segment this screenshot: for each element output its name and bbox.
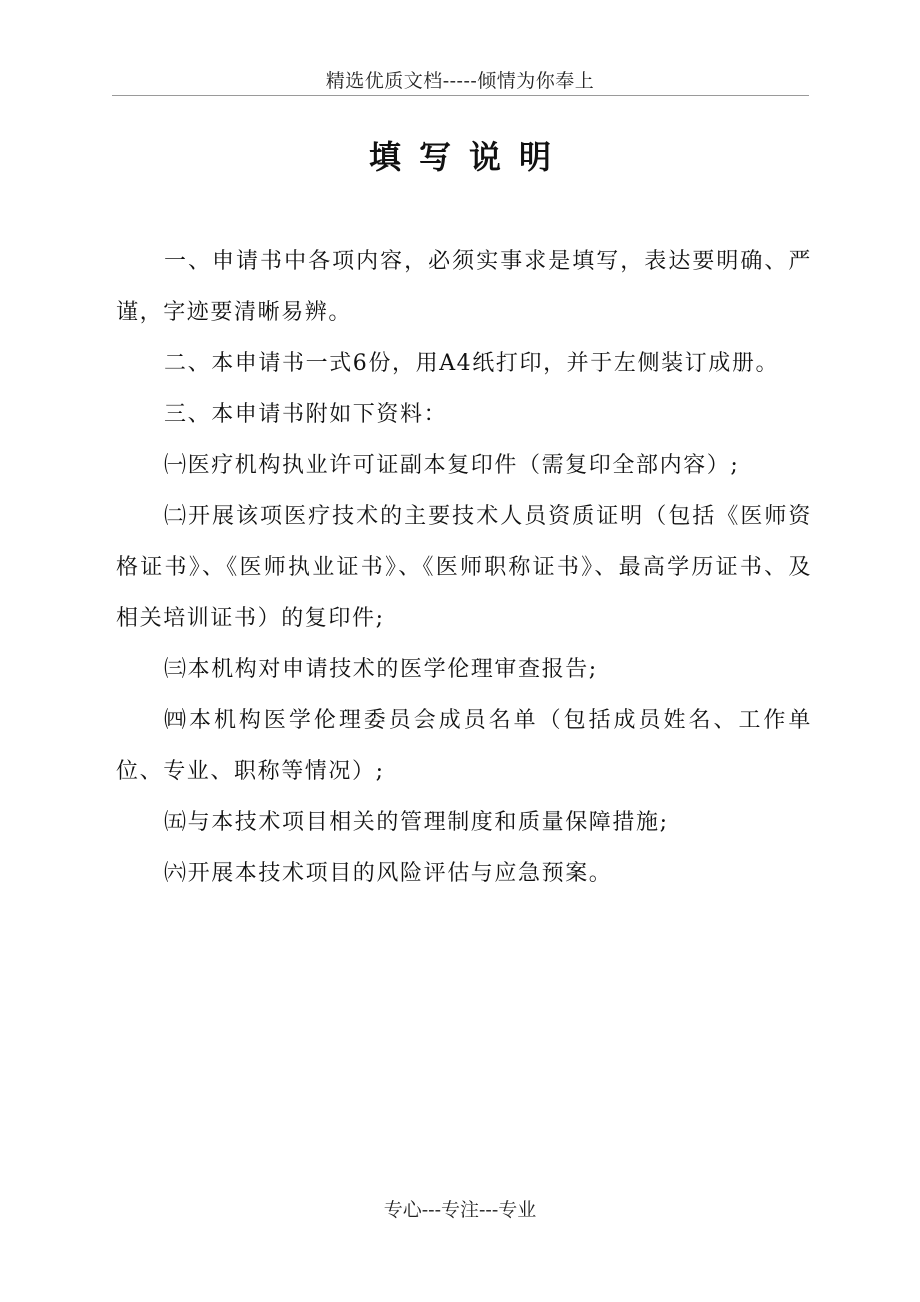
list-item-2: ㈡开展该项医疗技术的主要技术人员资质证明（包括《医师资格证书》、《医师执业证书》、《医师职称证书》、最高学历证书、及相关培训证书）的复印件; bbox=[116, 504, 812, 631]
list-item-5: ㈤与本技术项目相关的管理制度和质量保障措施; bbox=[164, 810, 669, 835]
document-body bbox=[116, 236, 812, 899]
paragraph-2: 二、本申请书一式6份，用A4纸打印，并于左侧装订成册。 bbox=[164, 351, 780, 376]
list-item-3: ㈢本机构对申请技术的医学伦理审查报告; bbox=[164, 657, 598, 682]
paragraph-3: 三、本申请书附如下资料： bbox=[164, 402, 448, 427]
paragraph-1: 一、申请书中各项内容，必须实事求是填写，表达要明确、严谨，字迹要清晰易辨。 bbox=[116, 249, 812, 325]
page-header: 精选优质文档-----倾情为你奉上 bbox=[325, 70, 595, 92]
list-item-6: ㈥开展本技术项目的风险评估与应急预案。 bbox=[164, 861, 613, 886]
document-title: 填写说明 bbox=[368, 138, 569, 176]
page-footer: 专心---专注---专业 bbox=[383, 1199, 537, 1221]
header-divider bbox=[112, 95, 809, 96]
list-item-4: ㈣本机构医学伦理委员会成员名单（包括成员姓名、工作单位、专业、职称等情况）; bbox=[116, 708, 812, 784]
list-item-1: ㈠医疗机构执业许可证副本复印件（需复印全部内容）; bbox=[164, 453, 740, 478]
